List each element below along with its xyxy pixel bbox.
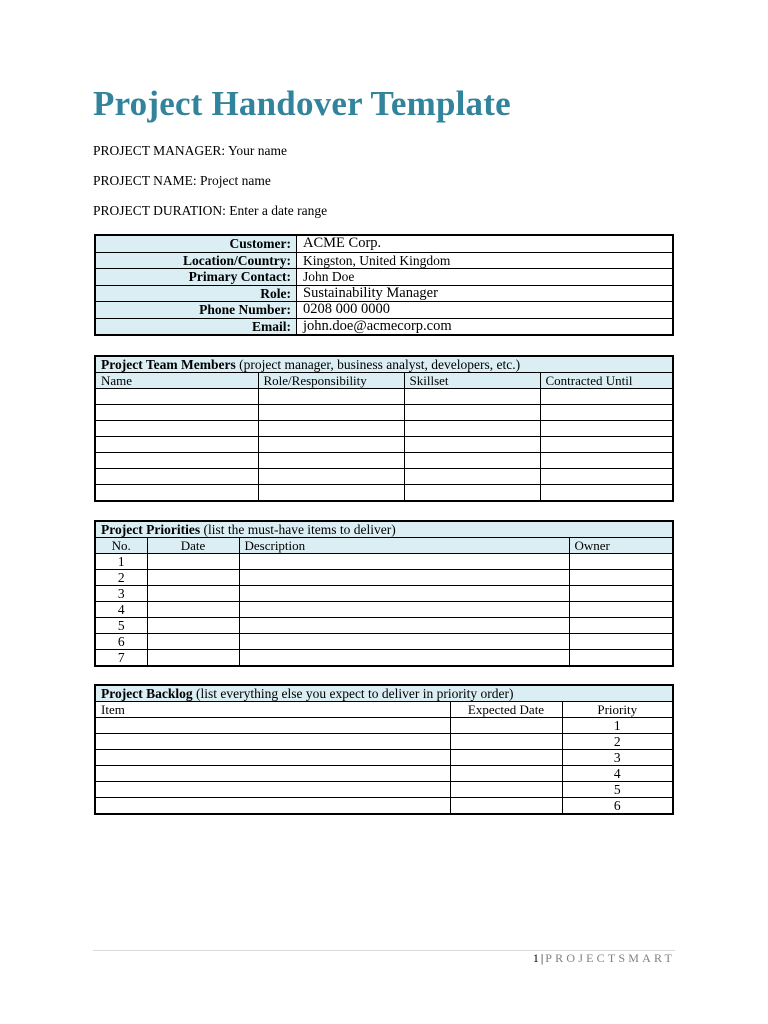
table-row [95, 437, 673, 453]
table-cell[interactable] [450, 782, 562, 798]
backlog-table [94, 684, 674, 815]
table-row [95, 750, 673, 766]
table-cell[interactable] [95, 485, 258, 502]
table-cell[interactable] [95, 421, 258, 437]
table-cell[interactable] [569, 570, 673, 586]
page-number: 1 [532, 951, 539, 965]
phone-value[interactable]: 0208 000 0000 [297, 302, 674, 319]
column-header-date: Date [147, 538, 239, 554]
table-cell[interactable] [239, 634, 569, 650]
table-cell[interactable] [450, 734, 562, 750]
table-cell[interactable] [404, 469, 540, 485]
team-table-title [95, 356, 673, 373]
table-cell[interactable] [569, 650, 673, 667]
project-manager-line [93, 143, 287, 159]
table-cell[interactable] [147, 650, 239, 667]
table-row [95, 782, 673, 798]
table-cell[interactable] [540, 485, 673, 502]
role-value[interactable]: Sustainability Manager [297, 285, 674, 302]
table-cell[interactable] [239, 554, 569, 570]
table-cell[interactable] [540, 405, 673, 421]
footer-separator: | [540, 951, 544, 965]
table-cell[interactable] [258, 453, 404, 469]
project-name-value[interactable]: Project name [200, 173, 271, 188]
column-header-item: Item [95, 702, 450, 718]
table-row [95, 235, 673, 252]
project-manager-label: PROJECT MANAGER: [93, 143, 226, 158]
backlog-table-title [95, 685, 673, 702]
table-cell[interactable] [404, 485, 540, 502]
table-cell[interactable] [147, 634, 239, 650]
priorities-title: Project Priorities [101, 521, 201, 537]
table-cell[interactable] [239, 618, 569, 634]
column-header-expected-date: Expected Date [450, 702, 562, 718]
table-cell[interactable] [147, 618, 239, 634]
table-cell[interactable] [147, 570, 239, 586]
table-row [95, 650, 673, 667]
page-footer [533, 951, 675, 966]
table-cell[interactable] [258, 469, 404, 485]
role-label: Role: [95, 285, 297, 302]
table-row [95, 469, 673, 485]
table-row [95, 798, 673, 815]
table-cell[interactable] [569, 634, 673, 650]
table-cell[interactable] [95, 718, 450, 734]
backlog-title: Project Backlog [101, 685, 193, 701]
project-name-line [93, 173, 271, 189]
team-subtitle: (project manager, business analyst, developers, etc.) [239, 356, 521, 372]
column-header-name: Name [95, 373, 258, 389]
table-row [95, 421, 673, 437]
table-row [95, 405, 673, 421]
table-row [95, 618, 673, 634]
table-row [95, 453, 673, 469]
table-cell[interactable] [147, 602, 239, 618]
table-cell[interactable] [569, 586, 673, 602]
column-header-description: Description [239, 538, 569, 554]
table-cell[interactable] [540, 453, 673, 469]
table-header-row [95, 702, 673, 718]
table-cell[interactable] [540, 469, 673, 485]
table-cell[interactable] [258, 389, 404, 405]
table-row [95, 252, 673, 269]
table-header-row [95, 538, 673, 554]
table-row [95, 586, 673, 602]
table-cell[interactable] [258, 485, 404, 502]
table-cell[interactable] [450, 718, 562, 734]
table-row [95, 734, 673, 750]
table-cell[interactable] [540, 421, 673, 437]
team-members-table [94, 355, 674, 502]
table-row [95, 602, 673, 618]
table-cell[interactable] [95, 405, 258, 421]
row-number: 1 [95, 554, 147, 570]
table-cell[interactable] [450, 750, 562, 766]
column-header-owner: Owner [569, 538, 673, 554]
table-cell[interactable] [569, 618, 673, 634]
table-cell[interactable] [540, 389, 673, 405]
table-cell[interactable] [540, 437, 673, 453]
table-cell[interactable] [404, 453, 540, 469]
table-cell[interactable] [239, 650, 569, 667]
table-cell[interactable] [258, 421, 404, 437]
customer-value[interactable]: ACME Corp. [297, 235, 674, 252]
table-cell[interactable] [569, 554, 673, 570]
project-manager-value[interactable]: Your name [228, 143, 288, 158]
table-title-row [95, 356, 673, 373]
email-label: Email: [95, 318, 297, 335]
primary-contact-label: Primary Contact: [95, 269, 297, 286]
table-header-row [95, 373, 673, 389]
table-cell[interactable] [450, 766, 562, 782]
email-value[interactable]: john.doe@acmecorp.com [297, 318, 674, 335]
row-number: 3 [95, 586, 147, 602]
table-cell[interactable] [404, 421, 540, 437]
table-cell[interactable] [95, 437, 258, 453]
row-number: 2 [95, 570, 147, 586]
table-cell[interactable] [450, 798, 562, 815]
row-number: 5 [95, 618, 147, 634]
table-cell[interactable] [569, 602, 673, 618]
priority-number: 5 [562, 782, 673, 798]
priorities-table [94, 520, 674, 667]
table-cell[interactable] [95, 453, 258, 469]
team-title: Project Team Members [101, 356, 236, 372]
table-cell[interactable] [239, 602, 569, 618]
project-duration-value[interactable]: Enter a date range [229, 203, 328, 218]
table-cell[interactable] [239, 570, 569, 586]
priority-number: 2 [562, 734, 673, 750]
table-cell[interactable] [95, 389, 258, 405]
table-cell[interactable] [147, 586, 239, 602]
customer-info-table [94, 234, 674, 336]
table-cell[interactable] [404, 437, 540, 453]
priorities-subtitle: (list the must-have items to deliver) [203, 521, 396, 537]
table-cell[interactable] [95, 734, 450, 750]
location-value[interactable]: Kingston, United Kingdom [297, 252, 674, 269]
table-cell[interactable] [95, 469, 258, 485]
table-cell[interactable] [95, 750, 450, 766]
table-cell[interactable] [95, 798, 450, 815]
footer-brand: PROJECTSMART [545, 951, 675, 965]
table-title-row [95, 685, 673, 702]
table-row [95, 318, 673, 335]
priority-number: 1 [562, 718, 673, 734]
table-row [95, 766, 673, 782]
table-row [95, 285, 673, 302]
table-row [95, 389, 673, 405]
table-row [95, 554, 673, 570]
location-label: Location/Country: [95, 252, 297, 269]
table-row [95, 634, 673, 650]
backlog-subtitle: (list everything else you expect to deliver in priority order) [195, 685, 514, 701]
project-duration-label: PROJECT DURATION: [93, 203, 226, 218]
table-cell[interactable] [258, 437, 404, 453]
customer-label: Customer: [95, 235, 297, 252]
page-title: Project Handover Template [93, 84, 511, 123]
column-header-priority: Priority [562, 702, 673, 718]
table-cell[interactable] [404, 389, 540, 405]
column-header-contracted-until: Contracted Until [540, 373, 673, 389]
priority-number: 3 [562, 750, 673, 766]
table-cell[interactable] [404, 405, 540, 421]
table-cell[interactable] [95, 782, 450, 798]
column-header-no: No. [95, 538, 147, 554]
table-row [95, 718, 673, 734]
table-cell[interactable] [258, 405, 404, 421]
row-number: 7 [95, 650, 147, 667]
table-cell[interactable] [95, 766, 450, 782]
column-header-role: Role/Responsibility [258, 373, 404, 389]
table-cell[interactable] [147, 554, 239, 570]
phone-label: Phone Number: [95, 302, 297, 319]
priority-number: 4 [562, 766, 673, 782]
table-row [95, 570, 673, 586]
row-number: 6 [95, 634, 147, 650]
table-title-row [95, 521, 673, 538]
column-header-skillset: Skillset [404, 373, 540, 389]
priority-number: 6 [562, 798, 673, 815]
project-name-label: PROJECT NAME: [93, 173, 197, 188]
table-row [95, 302, 673, 319]
table-row [95, 269, 673, 286]
priorities-table-title [95, 521, 673, 538]
table-row [95, 485, 673, 502]
row-number: 4 [95, 602, 147, 618]
project-duration-line [93, 203, 327, 219]
table-cell[interactable] [239, 586, 569, 602]
primary-contact-value[interactable]: John Doe [297, 269, 674, 286]
